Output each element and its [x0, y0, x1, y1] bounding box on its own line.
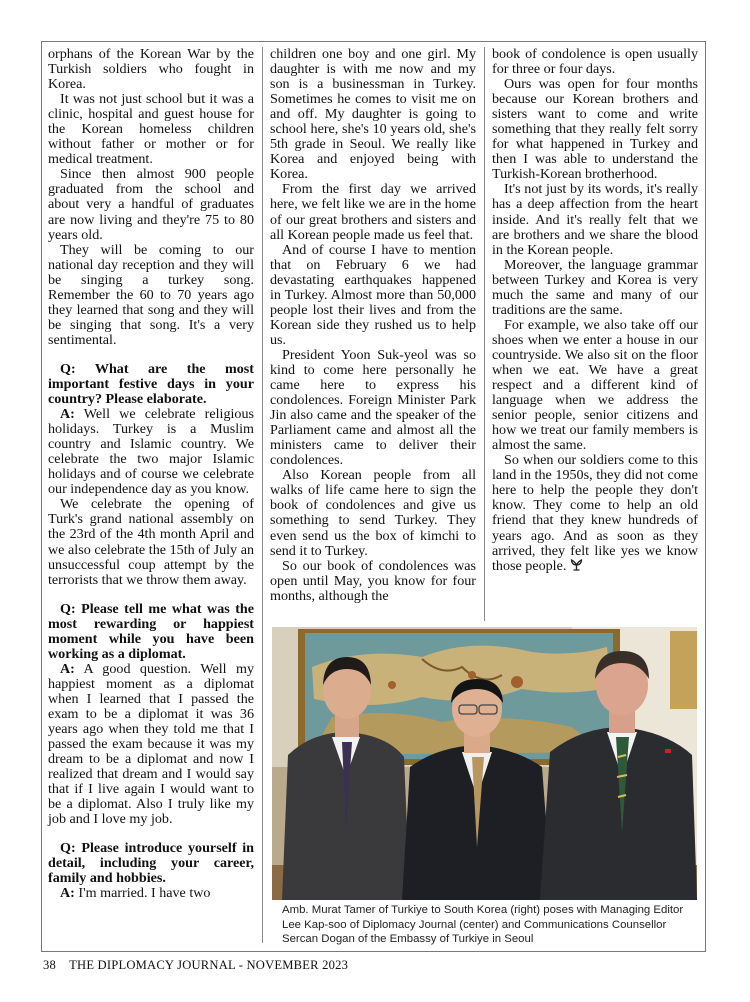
interview-question: Q: What are the most important festive days in your country? Please elaborate. — [48, 360, 254, 408]
paragraph: Moreover, the language grammar between Turkey and Korea is very much the same and many of our traditions are the same. — [492, 256, 698, 318]
answer-label: A: — [60, 885, 75, 902]
paragraph: We celebrate the opening of Turk's grand national assembly on the 23rd of the 4th month April and we also celebrate the 15th of July an unsuccessful coup attempt by the terrorists that we throw them away. — [48, 496, 254, 588]
paragraph: And of course I have to mention that on February 6 we had devastating earthquakes happened in Turkey. Almost more than 50,000 people lost their lives and from the Korean side they rushed us to help us. — [270, 241, 476, 348]
article-column-3 — [492, 47, 698, 574]
photo-illustration — [272, 627, 697, 900]
interview-answer — [48, 886, 254, 901]
photo-caption: Amb. Murat Tamer of Turkiye to South Korea (right) poses with Managing Editor Lee Kap-soo of Diplomacy Journal (center) and Communications Counsellor Sercan Dogan of the Embassy of Turkiye in Seoul — [282, 904, 684, 945]
interview-question: Q: Please tell me what was the most rewarding or happiest moment while you have been working as a diplomat. — [48, 600, 254, 662]
paragraph: They will be coming to our national day reception and they will be singing a turkey song. Remember the 60 to 70 years ago they learned that song and they will be singing that song. It's a very sentimental. — [48, 241, 254, 348]
paragraph: orphans of the Korean War by the Turkish soldiers who fought in Korea. — [48, 46, 254, 93]
page-footer — [43, 958, 348, 973]
article-column-1 — [48, 47, 254, 902]
paragraph: President Yoon Suk-yeol was so kind to come here personally he came here to express his condolences. Foreign Minister Park Jin also came and the speaker of the Parliament came and almost all the ministers came to deliver their condolences. — [270, 346, 476, 469]
answer-label: A: — [60, 406, 75, 423]
paragraph: It was not just school but it was a clinic, hospital and guest house for the Korean homeless children without father or mother or for medical treatment. — [48, 91, 254, 168]
paragraph: Also Korean people from all walks of life came here to sign the book of condolences and give us something to send Turkey. They even send us the box of kimchi to send it to Turkey. — [270, 467, 476, 559]
paragraph: book of condolence is open usually for three or four days. — [492, 46, 698, 78]
answer-text: A good question. Well my happiest moment as a diplomat when I learned that I passed the exam to be a diplomat it was 36 years ago when they told me that I passed the exam because it was my dream to be a diplomat and now I realized that dream and I would say that if I live again I would want to be a diplomat. Also I truly like my job and I love my job. — [48, 660, 254, 828]
answer-label: A: — [60, 660, 75, 677]
page-number: 38 — [43, 958, 56, 972]
answer-text: I'm married. I have two — [78, 885, 211, 902]
answer-text: Well we celebrate religious holidays. Turkey is a Muslim country and Islamic country. We celebrate the two major Islamic holidays and of course we celebrate our independence day as you know. — [48, 406, 254, 498]
column-divider — [262, 47, 263, 943]
end-mark-icon — [570, 559, 583, 571]
paragraph: So our book of condolences was open until May, you know for four months, although the — [270, 557, 476, 604]
paragraph: Since then almost 900 people graduated from the school and about very a handful of graduates are now living and they're 75 to 80 years old. — [48, 166, 254, 243]
paragraph: From the first day we arrived here, we felt like we are in the home of our great brothers and sisters and all Korean people made us feel that. — [270, 181, 476, 243]
paragraph-text: So when our soldiers come to this land in the 1950s, they did not come here to help the people they don't know. They come to help an old friend that they knew hundreds of years ago. And as soon as they arrived, they felt like yes we know those people. — [492, 452, 698, 574]
paragraph — [492, 453, 698, 573]
interview-answer — [48, 662, 254, 828]
paragraph: For example, we also take off our shoes when we enter a house in our countryside. We also sit on the floor when we eat. We have a great respect and a different kind of language when we address the senior people, senior citizens and how we treat our family members is almost the same. — [492, 316, 698, 454]
group-photo — [272, 627, 697, 900]
paragraph: children one boy and one girl. My daughter is with me now and my son is a businessman in Turkey. Sometimes he comes to visit me on and off. My daughter is going to school here, she's 10 years old, she's 5th grade in Seoul. We really like Korea and enjoyed being with Korea. — [270, 46, 476, 183]
column-divider — [484, 47, 485, 621]
interview-question: Q: Please introduce yourself in detail, including your career, family and hobbies. — [48, 840, 254, 887]
publication-name: THE DIPLOMACY JOURNAL - NOVEMBER 2023 — [69, 958, 349, 972]
paragraph: It's not just by its words, it's really has a deep affection from the heart inside. And it's really felt that we are brothers and we share the blood in the Korean people. — [492, 181, 698, 258]
interview-answer — [48, 407, 254, 497]
article-column-2 — [270, 47, 476, 604]
paragraph: Ours was open for four months because our Korean brothers and sisters want to come and write something that they really felt sorry for what happened in Turkey and then I was able to understand the Turkish-Korean brotherhood. — [492, 76, 698, 183]
